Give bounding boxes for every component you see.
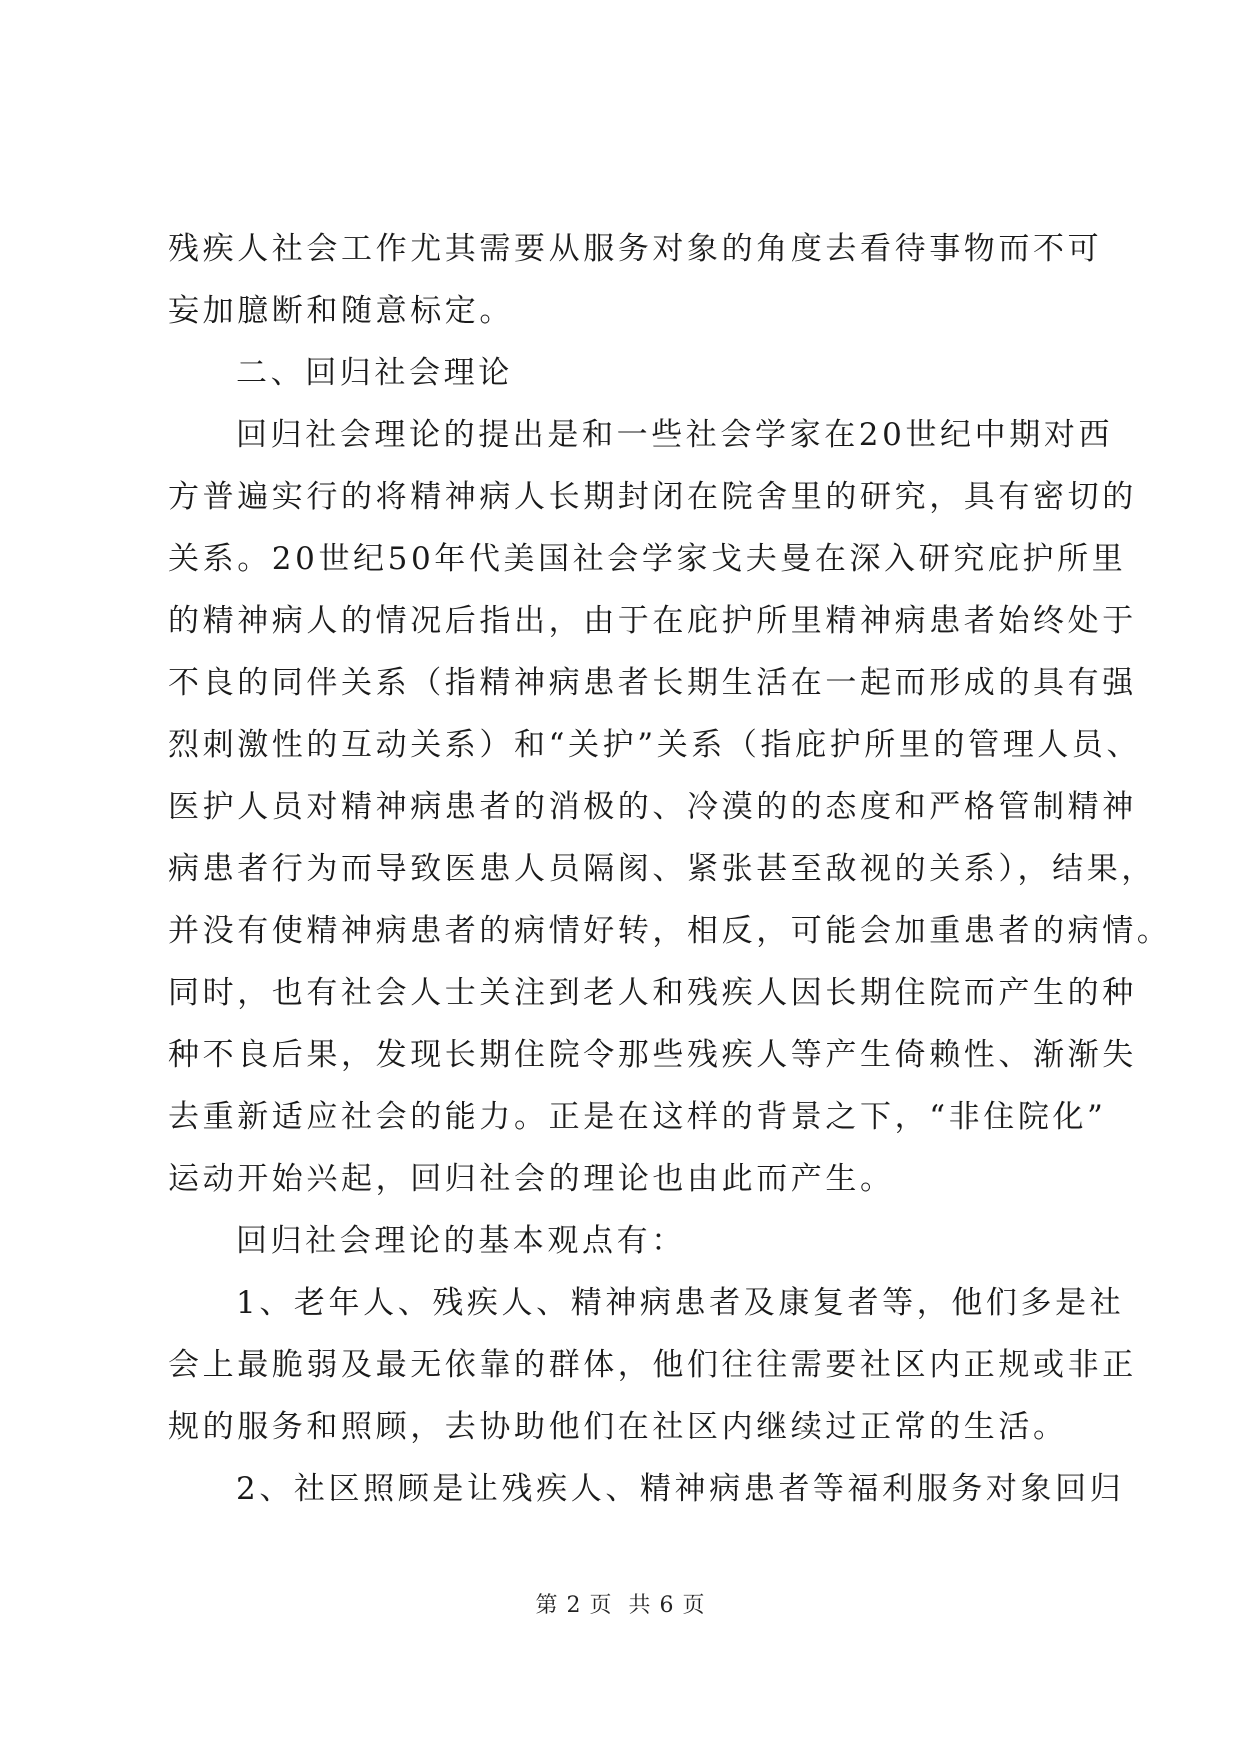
text-line: 会上最脆弱及最无依靠的群体，他们往往需要社区内正规或非正	[168, 1347, 1137, 1383]
text-line: 不良的同伴关系（指精神病患者长期生活在一起而形成的具有强	[168, 665, 1137, 701]
text-line: 回归社会理论的基本观点有：	[236, 1223, 686, 1259]
text-line: 规的服务和照顾，去协助他们在社区内继续过正常的生活。	[168, 1409, 1068, 1445]
text-line: 病患者行为而导致医患人员隔阂、紧张甚至敌视的关系），结果，	[168, 851, 1156, 887]
text-line: 回归社会理论的提出是和一些社会学家在20世纪中期对西	[236, 417, 1114, 453]
text-line: 烈刺激性的互动关系）和“关护”关系（指庇护所里的管理人员、	[168, 727, 1142, 763]
document-body	[168, 218, 1172, 1520]
text-line: 医护人员对精神病患者的消极的、冷漠的的态度和严格管制精神	[168, 789, 1137, 825]
text-line: 残疾人社会工作尤其需要从服务对象的角度去看待事物而不可	[168, 231, 1103, 267]
text-line: 方普遍实行的将精神病人长期封闭在院舍里的研究，具有密切的	[168, 479, 1137, 515]
list-item-2: 2、社区照顾是让残疾人、精神病患者等福利服务对象回归	[236, 1471, 1125, 1507]
text-line: 并没有使精神病患者的病情好转，相反，可能会加重患者的病情。	[168, 913, 1172, 949]
text-line: 同时，也有社会人士关注到老人和残疾人因长期住院而产生的种	[168, 975, 1137, 1011]
section-heading: 二、回归社会理论	[236, 355, 513, 391]
page-number-footer: 第 2 页 共 6 页	[535, 1593, 706, 1618]
text-line: 运动开始兴起，回归社会的理论也由此而产生。	[168, 1161, 895, 1197]
text-line: 的精神病人的情况后指出，由于在庇护所里精神病患者始终处于	[168, 603, 1137, 639]
list-item-1: 1、老年人、残疾人、精神病患者及康复者等，他们多是社	[236, 1285, 1125, 1321]
text-line: 种不良后果，发现长期住院令那些残疾人等产生倚赖性、渐渐失	[168, 1037, 1137, 1073]
text-line: 妄加臆断和随意标定。	[168, 293, 514, 329]
text-line: 关系。20世纪50年代美国社会学家戈夫曼在深入研究庇护所里	[168, 541, 1127, 577]
text-line: 去重新适应社会的能力。正是在这样的背景之下，“非住院化”	[168, 1099, 1107, 1135]
